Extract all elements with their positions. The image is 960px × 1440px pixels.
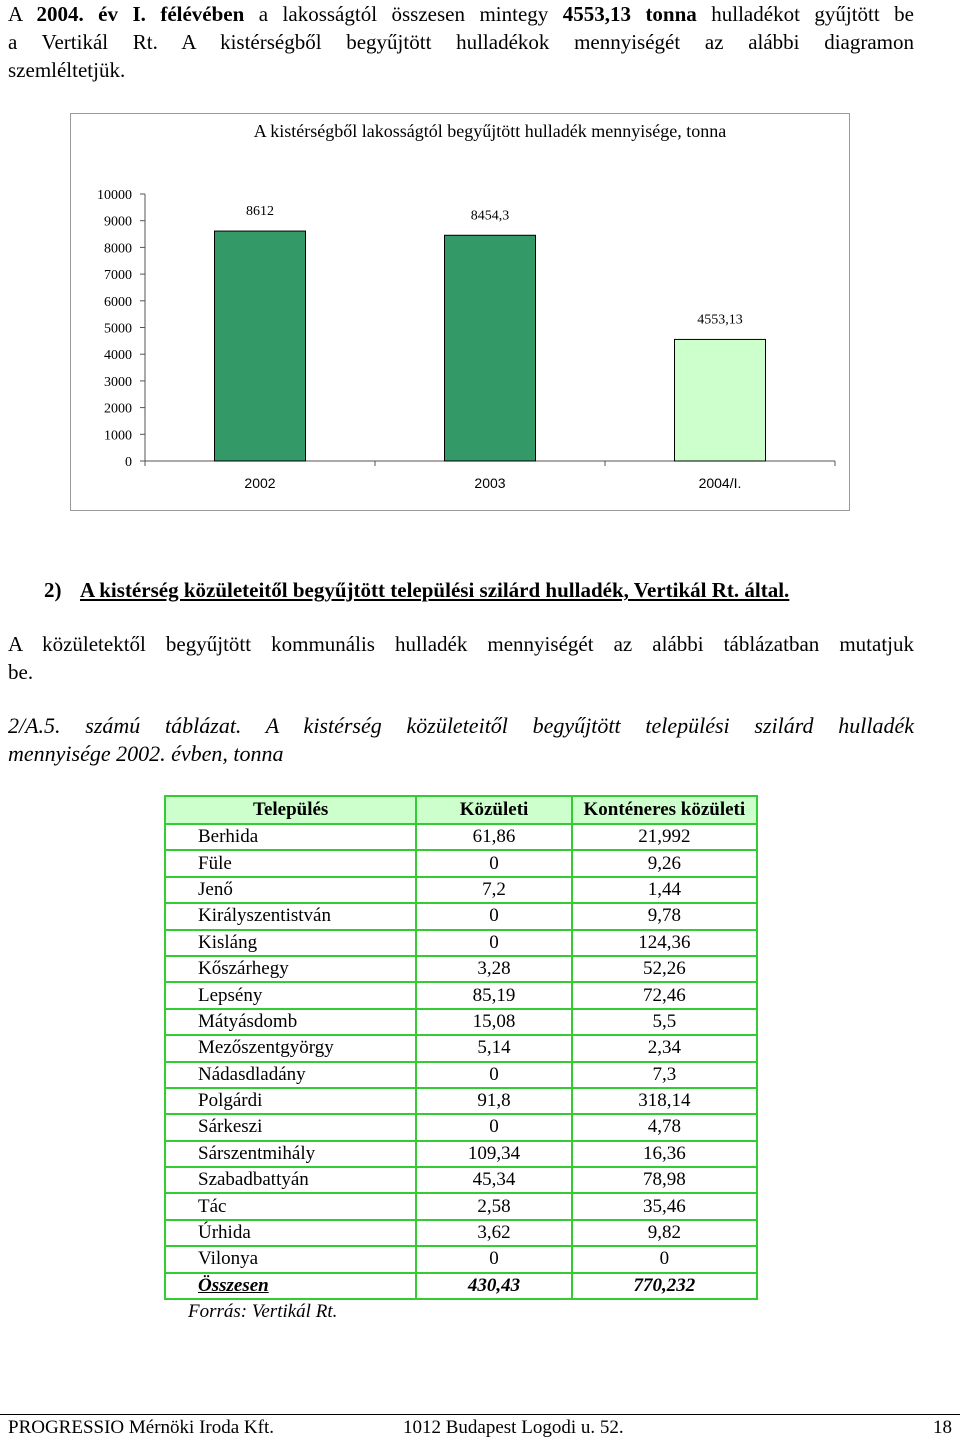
y-tick-label: 6000	[104, 294, 132, 310]
cell-konteneres: 16,36	[572, 1141, 757, 1167]
cell-telepules: Sárkeszi	[165, 1114, 416, 1140]
table-row	[165, 1220, 757, 1246]
cell-kozuleti: 0	[416, 903, 571, 929]
cell-telepules: Úrhida	[165, 1220, 416, 1246]
table-header-row	[165, 796, 757, 824]
footer-divider	[0, 1414, 960, 1415]
y-tick-label: 8000	[104, 241, 132, 257]
cell-telepules: Sárszentmihály	[165, 1141, 416, 1167]
bar-2002	[215, 231, 306, 461]
cell-telepules: Kisláng	[165, 930, 416, 956]
cell-kozuleti: 0	[416, 930, 571, 956]
cell-kozuleti: 0	[416, 850, 571, 876]
header-kozuleti: Közületi	[416, 796, 571, 824]
cell-telepules: Szabadbattyán	[165, 1167, 416, 1193]
table-caption	[8, 712, 914, 768]
table-source: Forrás: Vertikál Rt.	[188, 1301, 338, 1322]
chart-title: A kistérségből lakosságtól begyűjtött hulladék mennyisége, tonna	[253, 121, 727, 141]
cell-kozuleti: 2,58	[416, 1193, 571, 1219]
caption-line-1: 2/A.5. számú táblázat. A kistérség közületeitől begyűjtött települési szilárd hulladék	[8, 713, 914, 738]
caption-line-2: mennyisége 2002. évben, tonna	[8, 741, 284, 766]
para2-line-1: A közületektől begyűjtött kommunális hulladék mennyiségét az alábbi táblázatban mutatjuk	[8, 632, 914, 656]
intro-amount: 4553,13 tonna	[562, 2, 697, 26]
table-total-row	[165, 1273, 757, 1299]
intro-line-2: a Vertikál Rt. A kistérségből begyűjtött hulladékok mennyiségét az alábbi diagramon	[8, 30, 914, 54]
section-title: A kistérség közületeitől begyűjtött települési szilárd hulladék, Vertikál Rt. által.	[80, 578, 790, 602]
cell-kozuleti: 109,34	[416, 1141, 571, 1167]
bar-2003	[445, 235, 536, 461]
y-tick-label: 3000	[104, 374, 132, 390]
cell-telepules: Vilonya	[165, 1246, 416, 1272]
total-label: Összesen	[165, 1273, 416, 1299]
cell-konteneres: 318,14	[572, 1088, 757, 1114]
table-body	[165, 824, 757, 1299]
cell-konteneres: 78,98	[572, 1167, 757, 1193]
table-row	[165, 1062, 757, 1088]
cell-telepules: Királyszentistván	[165, 903, 416, 929]
table-row	[165, 824, 757, 850]
cell-kozuleti: 85,19	[416, 982, 571, 1008]
cell-telepules: Kőszárhegy	[165, 956, 416, 982]
bar-value-label: 4553,13	[697, 312, 743, 328]
intro-period: 2004. év I. félévében	[36, 2, 245, 26]
cell-kozuleti: 91,8	[416, 1088, 571, 1114]
y-tick-label: 7000	[104, 268, 132, 284]
cell-kozuleti: 45,34	[416, 1167, 571, 1193]
bar-value-label: 8612	[246, 204, 274, 220]
cell-telepules: Füle	[165, 850, 416, 876]
section-number: 2)	[44, 578, 62, 602]
cell-konteneres: 9,82	[572, 1220, 757, 1246]
para2-line-2: be.	[8, 660, 34, 684]
bar-2004/I.	[675, 339, 766, 461]
table-row	[165, 930, 757, 956]
bar-chart	[70, 113, 850, 511]
table-row	[165, 1141, 757, 1167]
cell-konteneres: 7,3	[572, 1062, 757, 1088]
intro-line-3: szemléltetjük.	[8, 58, 126, 82]
cell-konteneres: 0	[572, 1246, 757, 1272]
cell-kozuleti: 3,62	[416, 1220, 571, 1246]
cell-kozuleti: 7,2	[416, 877, 571, 903]
table-row	[165, 956, 757, 982]
page-number: 18	[933, 1417, 952, 1438]
y-tick-label: 4000	[104, 348, 132, 364]
cell-telepules: Polgárdi	[165, 1088, 416, 1114]
table-row	[165, 1088, 757, 1114]
cell-konteneres: 9,78	[572, 903, 757, 929]
table-intro-paragraph	[8, 630, 914, 686]
table-row	[165, 903, 757, 929]
y-tick-label: 9000	[104, 214, 132, 230]
total-konteneres: 770,232	[572, 1273, 757, 1299]
cell-telepules: Nádasdladány	[165, 1062, 416, 1088]
x-category-label: 2004/I.	[698, 475, 742, 491]
cell-konteneres: 9,26	[572, 850, 757, 876]
table-row	[165, 1009, 757, 1035]
cell-telepules: Mátyásdomb	[165, 1009, 416, 1035]
section-heading	[44, 576, 924, 604]
waste-table	[164, 795, 758, 1300]
x-category-label: 2002	[244, 475, 276, 491]
table-row	[165, 1246, 757, 1272]
cell-kozuleti: 3,28	[416, 956, 571, 982]
cell-kozuleti: 5,14	[416, 1035, 571, 1061]
cell-telepules: Lepsény	[165, 982, 416, 1008]
x-category-label: 2003	[474, 475, 506, 491]
cell-konteneres: 35,46	[572, 1193, 757, 1219]
cell-konteneres: 4,78	[572, 1114, 757, 1140]
intro-line-1: A 2004. év I. félévében a lakosságtól összesen mintegy 4553,13 tonna hulladékot gyűjtött be	[8, 2, 914, 26]
cell-telepules: Berhida	[165, 824, 416, 850]
footer-address: 1012 Budapest Logodi u. 52.	[403, 1417, 624, 1438]
cell-telepules: Mezőszentgyörgy	[165, 1035, 416, 1061]
cell-kozuleti: 61,86	[416, 824, 571, 850]
y-tick-label: 1000	[104, 428, 132, 444]
cell-kozuleti: 15,08	[416, 1009, 571, 1035]
cell-konteneres: 124,36	[572, 930, 757, 956]
cell-telepules: Jenő	[165, 877, 416, 903]
y-tick-label: 0	[125, 455, 132, 470]
intro-paragraph	[8, 0, 914, 84]
header-konteneres: Konténeres közületi	[572, 796, 757, 824]
cell-konteneres: 1,44	[572, 877, 757, 903]
y-tick-label: 5000	[104, 321, 132, 337]
table-row	[165, 982, 757, 1008]
table-row	[165, 1193, 757, 1219]
header-telepules: Település	[165, 796, 416, 824]
cell-telepules: Tác	[165, 1193, 416, 1219]
total-kozuleti: 430,43	[416, 1273, 571, 1299]
table-row	[165, 1114, 757, 1140]
cell-konteneres: 72,46	[572, 982, 757, 1008]
cell-konteneres: 5,5	[572, 1009, 757, 1035]
table-row	[165, 1035, 757, 1061]
cell-kozuleti: 0	[416, 1246, 571, 1272]
cell-konteneres: 21,992	[572, 824, 757, 850]
bar-chart-svg	[71, 114, 851, 512]
cell-kozuleti: 0	[416, 1114, 571, 1140]
bar-value-label: 8454,3	[470, 208, 510, 224]
footer-company: PROGRESSIO Mérnöki Iroda Kft.	[8, 1417, 274, 1438]
cell-konteneres: 2,34	[572, 1035, 757, 1061]
cell-kozuleti: 0	[416, 1062, 571, 1088]
y-tick-label: 2000	[104, 401, 132, 417]
y-tick-label: 10000	[97, 188, 132, 203]
table-row	[165, 850, 757, 876]
cell-konteneres: 52,26	[572, 956, 757, 982]
table-row	[165, 1167, 757, 1193]
table-row	[165, 877, 757, 903]
